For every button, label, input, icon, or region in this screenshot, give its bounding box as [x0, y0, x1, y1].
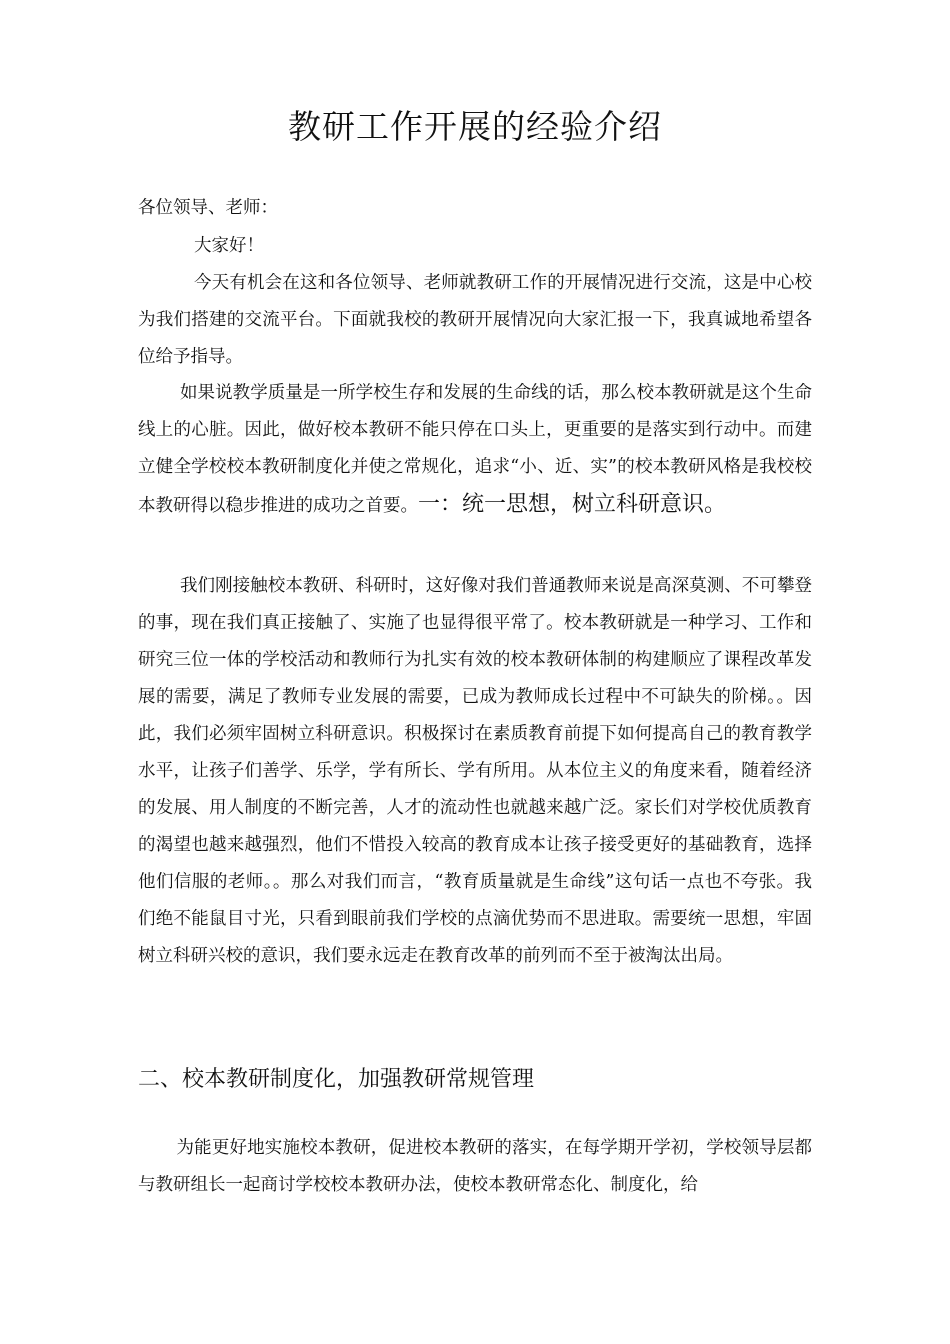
paragraph-2 — [138, 375, 812, 525]
document-title: 教研工作开展的经验介绍 — [288, 107, 662, 146]
paragraph-2-text: 如果说教学质量是一所学校生存和发展的生命线的话，那么校本教研就是这个生命线上的心脏。因此，做好校本教研不能只停在口头上，更重要的是落实到行动中。而建立健全学校校本教研制度化并使之常规化，追求“小、近、实”的校本教研风格是我校校本教研得以稳步推进的成功之首要。 — [138, 383, 812, 516]
section-1-heading: 一：统一思想，树立科研意识。 — [418, 492, 727, 517]
salutation: 各位领导、老师： — [138, 198, 278, 218]
section-2-heading: 二、校本教研制度化，加强教研常规管理 — [138, 1067, 535, 1092]
paragraph-1: 今天有机会在这和各位领导、老师就教研工作的开展情况进行交流，这是中心校为我们搭建的交流平台。下面就我校的教研开展情况向大家汇报一下，我真诚地希望各位给予指导。 — [138, 273, 812, 367]
greeting: 大家好！ — [194, 236, 264, 256]
paragraph-3: 我们刚接触校本教研、科研时，这好像对我们普通教师来说是高深莫测、不可攀登的事，现在我们真正接触了、实施了也显得很平常了。校本教研就是一种学习、工作和研究三位一体的学校活动和教师行为扎实有效的校本教研体制的构建顺应了课程改革发展的需要，满足了教师专业发展的需要，已成为教师成长过程中不可缺失的阶梯。。因此，我们必须牢固树立科研意识。积极探讨在素质教育前提下如何提高自己的教育教学水平，让孩子们善学、乐学，学有所长、学有所用。从本位主义的角度来看，随着经济的发展、用人制度的不断完善，人才的流动性也就越来越广泛。家长们对学校优质教育的渴望也越来越强烈，他们不惜投入较高的教育成本让孩子接受更好的基础教育，选择他们信服的老师。。那么对我们而言，“教育质量就是生命线”这句话一点也不夸张。我们绝不能鼠目寸光，只看到眼前我们学校的点滴优势而不思进取。需要统一思想，牢固树立科研兴校的意识，我们要永远走在教育改革的前列而不至于被淘汰出局。 — [138, 576, 812, 966]
paragraph-4: 为能更好地实施校本教研，促进校本教研的落实，在每学期开学初，学校领导层都与教研组长一起商讨学校校本教研办法，使校本教研常态化、制度化，给 — [138, 1138, 812, 1195]
